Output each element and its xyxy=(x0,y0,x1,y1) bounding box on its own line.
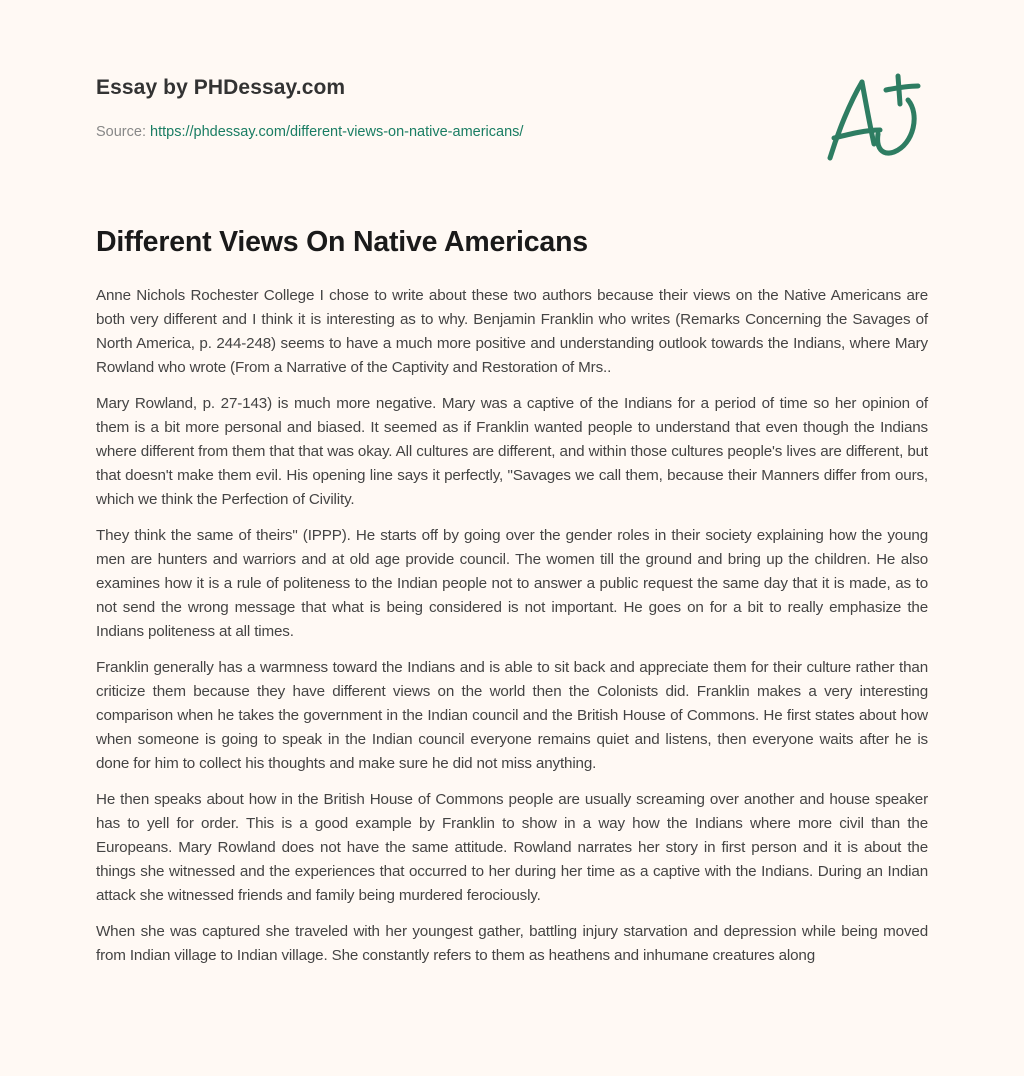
essay-title: Different Views On Native Americans xyxy=(96,226,588,258)
page-header xyxy=(96,0,928,190)
source-line xyxy=(96,124,523,140)
source-label: Source: xyxy=(96,124,146,140)
essay-paragraph: He then speaks about how in the British House of Commons people are usually screaming over another and house speaker has to yell for order. This is a good example by Franklin to show in a way how the Indians where more civil than the Europeans. Mary Rowland does not have the same attitude. Rowland narrates her story in first person and it is about the things she witnessed and the experiences that occurred to her during her time as a captive with the Indians. During an Indian attack she witnessed friends and family being murdered ferociously. xyxy=(96,791,928,904)
essay-body xyxy=(96,284,928,980)
essay-paragraph: Mary Rowland, p. 27-143) is much more negative. Mary was a captive of the Indians for a period of time so her opinion of them is a bit more personal and biased. It seemed as if Franklin wanted people to understand that even though the Indians where different from them that that was okay. All cultures are different, and within those cultures people's lives are different, but that doesn't make them evil. His opening line says it perfectly, "Savages we call them, because their Manners differ from ours, which we think the Perfection of Civility. xyxy=(96,395,928,508)
essay-paragraph: Anne Nichols Rochester College I chose to write about these two authors because their views on the Native Americans are both very different and I think it is interesting as to why. Benjamin Franklin who writes (Remarks Concerning the Savages of North America, p. 244-248) seems to have a much more positive and understanding outlook towards the Indians, where Mary Rowland who wrote (From a Narrative of the Captivity and Restoration of Mrs.. xyxy=(96,287,928,376)
brand-title: Essay by PHDessay.com xyxy=(96,76,346,99)
essay-paragraph: They think the same of theirs" (IPPP). He starts off by going over the gender roles in their society explaining how the young men are hunters and warriors and at old age provide council. The women till the ground and bring up the children. He also examines how it is a rule of politeness to the Indian people not to answer a public request the same day that it is made, as to not send the wrong message that what is being considered is not important. He goes on for a bit to really emphasize the Indians politeness at all times. xyxy=(96,527,928,640)
a-plus-grade-icon xyxy=(824,68,928,164)
essay-paragraph: When she was captured she traveled with her youngest gather, battling injury starvation and depression while being moved from Indian village to Indian village. She constantly refers to them as heathens and inhumane creatures along xyxy=(96,923,928,964)
essay-paragraph: Franklin generally has a warmness toward the Indians and is able to sit back and appreciate them for their culture rather than criticize them because they have different views on the world then the Colonists did. Franklin makes a very interesting comparison when he takes the government in the Indian council and the British House of Commons. He first states about how when someone is going to speak in the Indian council everyone remains quiet and listens, then everyone waits after he is done for him to collect his thoughts and make sure he did not miss anything. xyxy=(96,659,928,772)
source-link[interactable]: https://phdessay.com/different-views-on-native-americans/ xyxy=(150,124,524,140)
